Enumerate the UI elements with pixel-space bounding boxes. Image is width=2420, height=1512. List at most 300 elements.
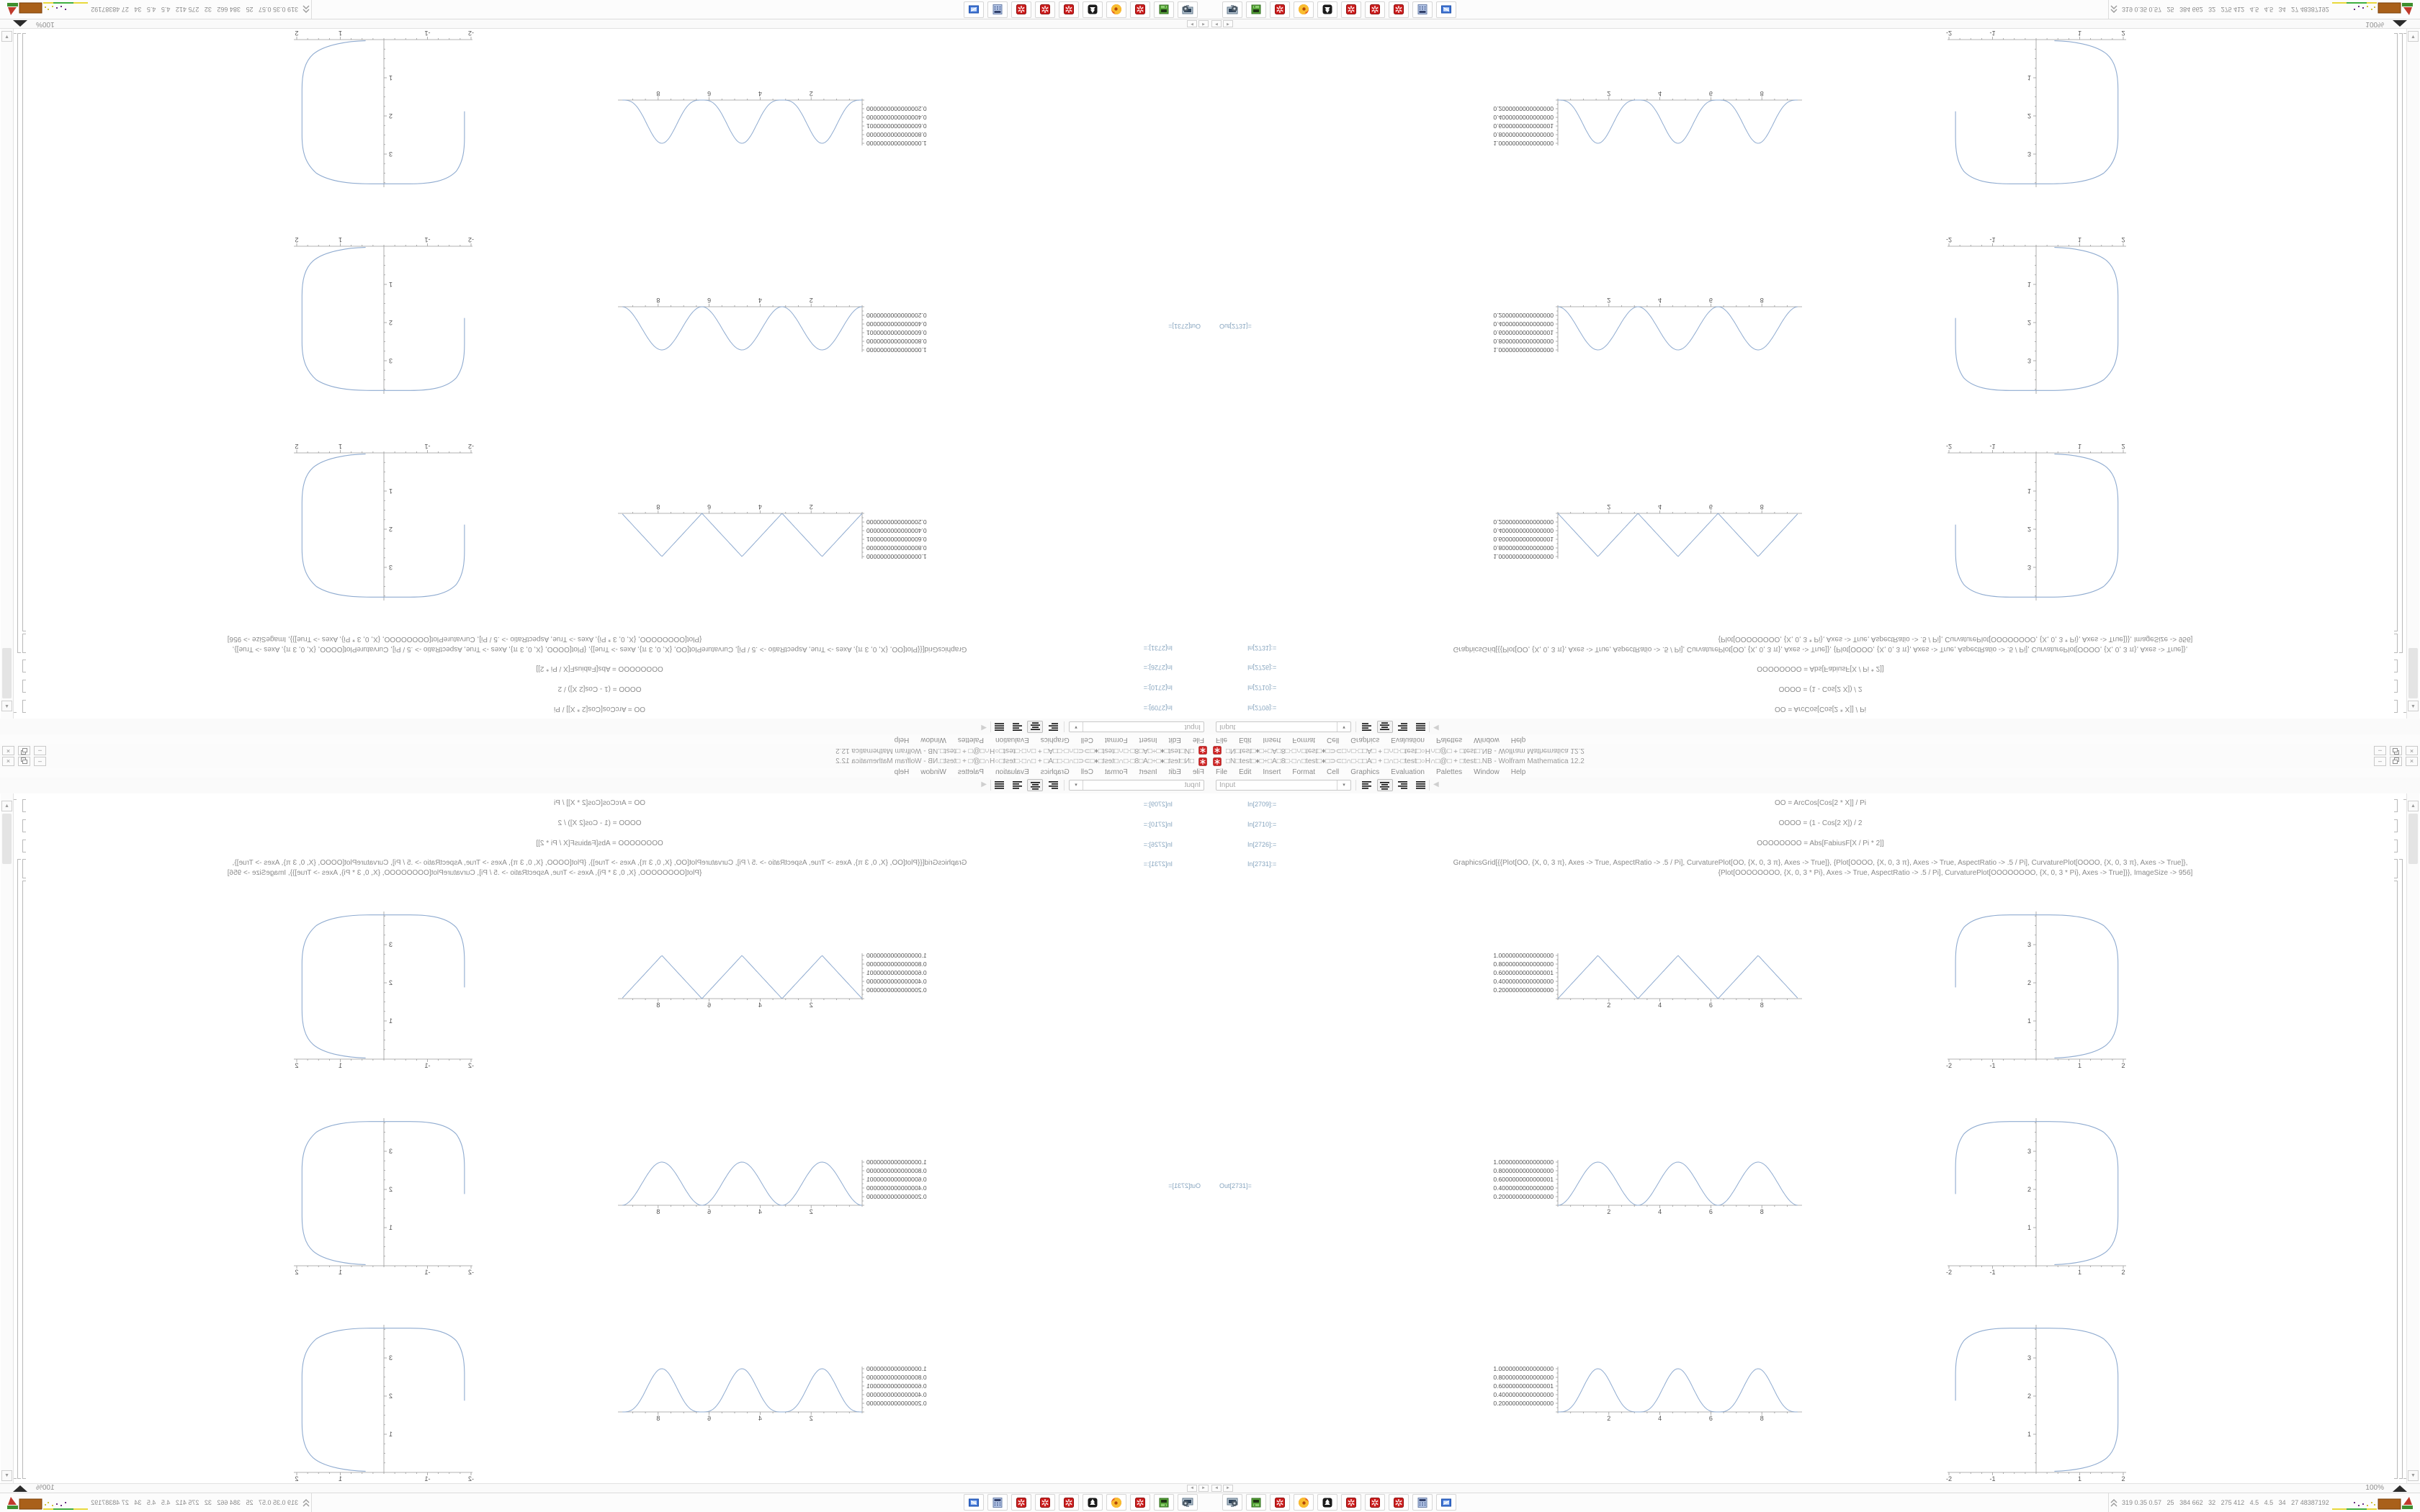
input-code[interactable]: OO = ArcCos[Cos[2 * X]] / Pi <box>1775 799 1866 807</box>
cell-style-combobox[interactable] <box>1216 721 1351 732</box>
svg-text:2: 2 <box>295 1062 299 1069</box>
menu-help[interactable]: Help <box>1510 768 1526 776</box>
svg-text:8: 8 <box>656 297 660 304</box>
menu-edit[interactable]: Edit <box>1168 736 1181 744</box>
history-back-icon[interactable]: ◀ <box>981 780 987 788</box>
chevron-down-icon[interactable]: ▾ <box>1070 722 1083 732</box>
cell-bracket[interactable] <box>2394 700 2398 713</box>
scroll-up-button[interactable]: ▲ <box>2408 701 2419 711</box>
taskbar-icon-inkscape[interactable] <box>1317 1 1337 18</box>
menu-edit[interactable]: Edit <box>1168 768 1181 776</box>
chevrons-up-icon <box>301 4 311 15</box>
svg-text:4: 4 <box>758 503 762 510</box>
svg-text:2: 2 <box>809 297 813 304</box>
taskbar-icon-package-manager[interactable] <box>1154 1 1174 18</box>
vertical-scrollbar[interactable] <box>2406 793 2419 1483</box>
input-code[interactable]: GraphicsGrid[{{Plot[OO, {X, 0, 3 π}, Axes -> True, AspectRatio -> .5 / Pi], CurvaturePlot[OO, {X, 0, 3 π}, Axes -> True]}, {Plot[OOOO, {X, 0, 3 π}, Axes -> True, AspectRatio -> .5 / Pi], CurvaturePlot[OOOO, {X, 0, 3 π}, Axes -> True]}, <box>1453 645 2188 653</box>
cell-bracket[interactable] <box>22 634 26 653</box>
window-titlebar[interactable] <box>1210 756 2420 768</box>
taskbar-icon-calculator[interactable] <box>987 1 1008 18</box>
chevron-down-icon[interactable]: ▾ <box>1337 722 1350 732</box>
cell-group-bracket[interactable] <box>2399 859 2403 1479</box>
menu-format[interactable]: Format <box>1292 768 1316 776</box>
taskbar-icon-display-settings[interactable] <box>1222 1494 1242 1511</box>
taskbar-icon-display-settings[interactable] <box>1222 1 1242 18</box>
svg-text:2: 2 <box>2027 526 2031 533</box>
hscroll-right-button[interactable]: ► <box>1223 1485 1233 1492</box>
taskbar-icon-mathematica-2[interactable] <box>1365 1494 1385 1511</box>
input-code[interactable]: GraphicsGrid[{{Plot[OO, {X, 0, 3 π}, Axes -> True, AspectRatio -> .5 / Pi], CurvaturePlot[OO, {X, 0, 3 π}, Axes -> True]}, {Plot[OOOO, {X, 0, 3 π}, Axes -> True, AspectRatio -> .5 / Pi], CurvaturePlot[OOOO, {X, 0, 3 π}, Axes -> True]}, <box>232 645 967 653</box>
window-statusbar <box>1210 1483 2420 1493</box>
align-center-button[interactable] <box>1027 721 1043 733</box>
menu-file[interactable]: File <box>1192 768 1204 776</box>
svg-text:0.2000000000000000: 0.2000000000000000 <box>1493 986 1554 994</box>
svg-text:8: 8 <box>1760 90 1764 97</box>
magnification-control[interactable]: 100% <box>2365 1484 2384 1492</box>
window-titlebar[interactable] <box>0 744 1210 756</box>
window-controls <box>2374 757 2418 766</box>
svg-text:-1: -1 <box>1989 1269 1996 1276</box>
menu-window[interactable]: Window <box>920 768 946 776</box>
window-titlebar[interactable] <box>0 756 1210 768</box>
system-monitor-sparklines <box>7 1 88 18</box>
taskbar-icon-firefox[interactable] <box>1106 1 1126 18</box>
svg-text:4: 4 <box>758 297 762 304</box>
svg-text:2: 2 <box>295 443 299 450</box>
style-combobox-value: Input <box>1219 781 1236 789</box>
menu-insert[interactable]: Insert <box>1263 736 1281 744</box>
taskbar-icon-inkscape[interactable] <box>1083 1 1103 18</box>
hscroll-right-button[interactable]: ► <box>1187 1485 1197 1492</box>
magnification-control[interactable]: 100% <box>36 20 55 28</box>
cell-bracket[interactable] <box>2394 859 2398 878</box>
curvature-plot-rounded-square-curve <box>1937 1115 2132 1279</box>
taskbar-icon-package-manager[interactable] <box>1154 1494 1174 1511</box>
align-justify-button[interactable] <box>991 779 1007 791</box>
menu-help[interactable]: Help <box>894 736 910 744</box>
scroll-up-button[interactable]: ▲ <box>1 701 12 711</box>
input-code-continuation[interactable]: {Plot[OOOOOOOO, {X, 0, 3 * Pi}, Axes -> True, AspectRatio -> .5 / Pi], CurvaturePlot[OOOOOOOO, {X, 0, 3 * Pi}, Axes -> True]}}, ImageSize -> 956] <box>1718 869 2193 877</box>
restore-button[interactable] <box>18 746 30 755</box>
hscroll-left-button[interactable]: ◄ <box>1211 1485 1222 1492</box>
svg-text:0.6000000000000001: 0.6000000000000001 <box>866 969 927 976</box>
svg-text:0.8000000000000000: 0.8000000000000000 <box>866 960 927 968</box>
menu-palettes[interactable]: Palettes <box>1436 768 1463 776</box>
menu-insert[interactable]: Insert <box>1139 736 1157 744</box>
svg-text:-2: -2 <box>467 30 475 37</box>
taskbar-icon-mathematica-3[interactable] <box>1389 1 1409 18</box>
presentation-icon <box>967 4 980 17</box>
menu-palettes[interactable]: Palettes <box>957 736 984 744</box>
align-left-icon <box>1047 780 1059 790</box>
in-label: In[2726]:= <box>1143 664 1173 671</box>
window-resize-grip[interactable] <box>2393 20 2407 27</box>
output-cell-bracket[interactable] <box>22 881 26 1479</box>
taskbar-icon-calculator[interactable] <box>1412 1 1433 18</box>
svg-text:1.0000000000000000: 1.0000000000000000 <box>1493 1158 1554 1166</box>
taskbar-icon-mathematica-2[interactable] <box>1035 1 1055 18</box>
hscroll-left-button[interactable]: ◄ <box>1198 20 1209 27</box>
svg-text:0.8000000000000000: 0.8000000000000000 <box>866 544 927 552</box>
system-monitor-panel[interactable] <box>2108 1493 2420 1512</box>
menu-cell[interactable]: Cell <box>1080 736 1093 744</box>
menu-edit[interactable]: Edit <box>1239 768 1252 776</box>
cell-bracket[interactable] <box>22 680 26 693</box>
taskbar-icon-mathematica-2[interactable] <box>1035 1494 1055 1511</box>
align-center-button[interactable] <box>1027 779 1043 791</box>
cell-bracket[interactable] <box>22 819 26 832</box>
taskbar-icon-presentation[interactable] <box>964 1 984 18</box>
curvature-plot-rounded-square-curve <box>288 1115 483 1279</box>
menu-evaluation[interactable]: Evaluation <box>1391 768 1425 776</box>
restore-button[interactable] <box>18 757 30 766</box>
taskbar-icon-display-settings[interactable] <box>1178 1494 1198 1511</box>
close-button[interactable]: × <box>2 757 14 766</box>
scrollbar-thumb[interactable] <box>2408 814 2418 864</box>
taskbar-icon-mathematica-3[interactable] <box>1011 1 1031 18</box>
plot-grid-row <box>1210 879 2420 1086</box>
scroll-down-button[interactable]: ▼ <box>1 31 12 42</box>
input-code[interactable]: OOOO = (1 - Cos[2 X]) / 2 <box>1778 819 1863 827</box>
input-code[interactable]: OOOOOOOO = Abs[FabiusF[X / Pi * 2]] <box>1757 665 1884 672</box>
taskbar-icon-display-settings[interactable] <box>1178 1 1198 18</box>
menu-help[interactable]: Help <box>1510 736 1526 744</box>
svg-text:1: 1 <box>389 1017 393 1025</box>
align-justify-button[interactable] <box>991 721 1007 733</box>
scrollbar-thumb[interactable] <box>2408 648 2418 698</box>
svg-text:2: 2 <box>1607 503 1611 510</box>
menu-file[interactable]: File <box>1192 736 1204 744</box>
vertical-scrollbar[interactable] <box>1 793 14 1483</box>
chevrons-up-icon <box>2109 4 2119 15</box>
align-center-button[interactable] <box>1377 721 1393 733</box>
hscroll-left-button[interactable]: ◄ <box>1211 20 1222 27</box>
align-right-button[interactable] <box>1395 779 1411 791</box>
system-monitor-panel[interactable] <box>0 0 312 19</box>
wave-plot-fabius-bumps <box>1455 85 1822 151</box>
taskbar-icon-presentation[interactable] <box>964 1494 984 1511</box>
taskbar-icon-floppy-64[interactable] <box>1130 1 1150 18</box>
scroll-down-button[interactable]: ▼ <box>1 1470 12 1481</box>
taskbar-icon-mathematica-1[interactable] <box>1059 1494 1079 1511</box>
menu-insert[interactable]: Insert <box>1139 768 1157 776</box>
mathematica-window <box>0 19 1210 756</box>
output-cell-bracket[interactable] <box>2394 33 2398 631</box>
menu-palettes[interactable]: Palettes <box>1436 736 1463 744</box>
input-code[interactable]: OOOO = (1 - Cos[2 X]) / 2 <box>557 819 642 827</box>
align-center-icon <box>1029 780 1041 791</box>
input-code[interactable]: OOOOOOOO = Abs[FabiusF[X / Pi * 2]] <box>536 840 663 847</box>
in-label: In[2731]:= <box>1143 644 1173 652</box>
scroll-up-button[interactable]: ▲ <box>2408 801 2419 811</box>
wave-plot-fabius-bumps <box>1455 1361 1822 1427</box>
wave-plot-fabius-bumps <box>598 85 965 151</box>
svg-text:-1: -1 <box>424 1475 431 1482</box>
history-back-icon[interactable]: ◀ <box>981 724 987 732</box>
vertical-scrollbar[interactable] <box>1 29 14 719</box>
cell-bracket[interactable] <box>2394 680 2398 693</box>
taskbar-icon-package-manager[interactable] <box>1246 1 1266 18</box>
hscroll-left-button[interactable]: ◄ <box>1198 1485 1209 1492</box>
cell-style-combobox[interactable] <box>1069 721 1204 732</box>
history-back-icon[interactable]: ◀ <box>1433 780 1439 788</box>
menu-cell[interactable]: Cell <box>1327 768 1340 776</box>
menu-insert[interactable]: Insert <box>1263 768 1281 776</box>
cell-bracket[interactable] <box>22 799 26 812</box>
in-label: In[2710]:= <box>1143 684 1173 691</box>
taskbar-icon-floppy-64[interactable] <box>1130 1494 1150 1511</box>
menu-graphics[interactable]: Graphics <box>1350 736 1380 744</box>
align-left-button[interactable] <box>1359 721 1375 733</box>
input-code[interactable]: OOOO = (1 - Cos[2 X]) / 2 <box>557 685 642 693</box>
menu-cell[interactable]: Cell <box>1080 768 1093 776</box>
svg-text:0.4000000000000000: 0.4000000000000000 <box>866 320 927 328</box>
input-code[interactable]: OO = ArcCos[Cos[2 * X]] / Pi <box>1775 705 1866 713</box>
out-label: Out[2731]= <box>1168 1182 1201 1189</box>
svg-text:1: 1 <box>338 30 343 37</box>
in-label: In[2731]:= <box>1247 644 1277 652</box>
align-left-button[interactable] <box>1045 779 1061 791</box>
in-label: In[2710]:= <box>1247 684 1277 691</box>
out-label: Out[2731]= <box>1219 323 1252 330</box>
taskbar-icon-mathematica-1[interactable] <box>1341 1 1361 18</box>
taskbar-icon-firefox[interactable] <box>1294 1494 1314 1511</box>
display-settings-icon <box>1181 1496 1194 1509</box>
scroll-down-button[interactable]: ▼ <box>2408 31 2419 42</box>
svg-text:0.6000000000000001: 0.6000000000000001 <box>866 536 927 543</box>
menu-cell[interactable]: Cell <box>1327 736 1340 744</box>
plot-grid-row <box>1210 1086 2420 1292</box>
magnification-control[interactable]: 100% <box>36 1484 55 1492</box>
hscroll-right-button[interactable]: ► <box>1223 20 1233 27</box>
taskbar-icon-mathematica-2[interactable] <box>1365 1 1385 18</box>
system-monitor-panel[interactable] <box>0 1493 312 1512</box>
svg-text:2: 2 <box>389 526 393 533</box>
input-code[interactable]: GraphicsGrid[{{Plot[OO, {X, 0, 3 π}, Axes -> True, AspectRatio -> .5 / Pi], CurvaturePlot[OO, {X, 0, 3 π}, Axes -> True]}, {Plot[OOOO, {X, 0, 3 π}, Axes -> True, AspectRatio -> .5 / Pi], CurvaturePlot[OOOO, {X, 0, 3 π}, Axes -> True]}, <box>1453 859 2188 867</box>
desktop-quadrant <box>1210 756 2420 1512</box>
magnification-control[interactable]: 100% <box>2365 20 2384 28</box>
notebook-content[interactable] <box>1210 29 2420 719</box>
svg-text:2: 2 <box>389 112 393 120</box>
window-resize-grip[interactable] <box>13 1485 27 1492</box>
svg-text:8: 8 <box>1760 297 1764 304</box>
svg-text:0.8000000000000000: 0.8000000000000000 <box>1493 131 1554 138</box>
taskbar-icon-mathematica-3[interactable] <box>1389 1494 1409 1511</box>
menu-evaluation[interactable]: Evaluation <box>1391 736 1425 744</box>
svg-text:1: 1 <box>2077 1062 2082 1069</box>
restore-button[interactable] <box>2390 746 2402 755</box>
svg-text:1: 1 <box>2077 443 2082 450</box>
menu-file[interactable]: File <box>1216 768 1228 776</box>
taskbar-icon-calculator[interactable] <box>987 1494 1008 1511</box>
svg-text:1.0000000000000000: 1.0000000000000000 <box>1493 553 1554 560</box>
align-right-button[interactable] <box>1009 779 1025 791</box>
menu-format[interactable]: Format <box>1292 736 1316 744</box>
taskbar-icon-inkscape[interactable] <box>1083 1494 1103 1511</box>
menu-format[interactable]: Format <box>1104 736 1128 744</box>
menu-window[interactable]: Window <box>1474 768 1500 776</box>
cell-style-combobox[interactable] <box>1069 780 1204 791</box>
window-titlebar[interactable] <box>1210 744 2420 756</box>
svg-text:1: 1 <box>2077 1475 2082 1482</box>
taskbar <box>0 0 1210 19</box>
taskbar-icon-firefox[interactable] <box>1106 1494 1126 1511</box>
menu-graphics[interactable]: Graphics <box>1350 768 1380 776</box>
window-resize-grip[interactable] <box>13 20 27 27</box>
menu-bar <box>1210 768 2420 778</box>
align-right-button[interactable] <box>1009 721 1025 733</box>
restore-button[interactable] <box>2390 757 2402 766</box>
taskbar-icon-inkscape[interactable] <box>1317 1494 1337 1511</box>
svg-text:-2: -2 <box>1945 236 1953 243</box>
menu-window[interactable]: Window <box>920 736 946 744</box>
cell-bracket[interactable] <box>22 660 26 672</box>
taskbar-icon-calculator[interactable] <box>1412 1494 1433 1511</box>
mathematica-spikey-icon <box>1198 746 1207 755</box>
svg-text:3: 3 <box>389 1148 393 1155</box>
svg-text:-2: -2 <box>467 236 475 243</box>
notebook-content[interactable] <box>0 29 1210 719</box>
system-monitor-sparklines <box>2332 1 2413 18</box>
menu-bar <box>0 768 1210 778</box>
close-button[interactable]: × <box>2406 757 2418 766</box>
window-resize-grip[interactable] <box>2393 1485 2407 1492</box>
svg-text:1.0000000000000000: 1.0000000000000000 <box>866 140 927 147</box>
menu-format[interactable]: Format <box>1104 768 1128 776</box>
output-cell-bracket[interactable] <box>22 33 26 631</box>
minimize-button[interactable]: – <box>2374 757 2386 766</box>
cell-bracket[interactable] <box>22 700 26 713</box>
notebook-content[interactable] <box>0 793 1210 1483</box>
chevron-down-icon[interactable]: ▾ <box>1070 780 1083 790</box>
mathematica-3-icon <box>1015 4 1028 17</box>
scrollbar-thumb[interactable] <box>2 648 12 698</box>
cell-group-bracket[interactable] <box>17 859 21 1479</box>
minimize-button[interactable]: – <box>34 757 46 766</box>
svg-text:-1: -1 <box>1989 236 1996 243</box>
taskbar-icon-firefox[interactable] <box>1294 1 1314 18</box>
menu-graphics[interactable]: Graphics <box>1040 736 1070 744</box>
cell-group-bracket[interactable] <box>2399 33 2403 653</box>
align-center-icon <box>1379 780 1391 791</box>
cell-style-combobox[interactable] <box>1216 780 1351 791</box>
scrollbar-thumb[interactable] <box>2 814 12 864</box>
notebook-content[interactable] <box>1210 793 2420 1483</box>
align-justify-button[interactable] <box>1413 721 1429 733</box>
menu-file[interactable]: File <box>1216 736 1228 744</box>
window-controls <box>2 757 46 766</box>
taskbar-icon-mathematica-3[interactable] <box>1011 1494 1031 1511</box>
input-code[interactable]: OO = ArcCos[Cos[2 * X]] / Pi <box>554 799 645 807</box>
menu-window[interactable]: Window <box>1474 736 1500 744</box>
output-cell-bracket[interactable] <box>2394 881 2398 1479</box>
menu-edit[interactable]: Edit <box>1239 736 1252 744</box>
input-code[interactable]: OOOOOOOO = Abs[FabiusF[X / Pi * 2]] <box>536 665 663 672</box>
minimize-button[interactable]: – <box>2374 746 2386 755</box>
align-right-button[interactable] <box>1395 721 1411 733</box>
plot-grid-row <box>1210 220 2420 426</box>
svg-text:2: 2 <box>1607 1002 1611 1009</box>
plot-grid-row <box>0 879 1210 1086</box>
mathematica-2-icon <box>1039 4 1052 17</box>
input-code-continuation[interactable]: {Plot[OOOOOOOO, {X, 0, 3 * Pi}, Axes -> True, AspectRatio -> .5 / Pi], CurvaturePlot[OOOOOOOO, {X, 0, 3 * Pi}, Axes -> True]}}, ImageSize -> 956] <box>1718 635 2193 643</box>
cell-bracket[interactable] <box>2394 819 2398 832</box>
taskbar-icon-presentation[interactable] <box>1436 1 1456 18</box>
input-code-continuation[interactable]: {Plot[OOOOOOOO, {X, 0, 3 * Pi}, Axes -> True, AspectRatio -> .5 / Pi], CurvaturePlot[OOOOOOOO, {X, 0, 3 * Pi}, Axes -> True]}}, ImageSize -> 956] <box>227 869 702 877</box>
close-button[interactable]: × <box>2406 746 2418 755</box>
taskbar-icon-floppy-64[interactable] <box>1270 1494 1290 1511</box>
input-code[interactable]: OOOO = (1 - Cos[2 X]) / 2 <box>1778 685 1863 693</box>
inkscape-icon <box>1321 4 1334 17</box>
svg-text:3: 3 <box>389 564 393 571</box>
history-back-icon[interactable]: ◀ <box>1433 724 1439 732</box>
mathematica-1-icon <box>1345 4 1358 17</box>
svg-text:-1: -1 <box>1989 30 1996 37</box>
chevron-down-icon[interactable]: ▾ <box>1337 780 1350 790</box>
taskbar-icon-mathematica-1[interactable] <box>1341 1494 1361 1511</box>
system-stats-text: 319 0.35 0.57 25 384 662 32 275 412 4.5 4.5 34 27 48387192 <box>91 6 298 13</box>
align-center-button[interactable] <box>1377 779 1393 791</box>
align-left-button[interactable] <box>1359 779 1375 791</box>
input-code[interactable]: GraphicsGrid[{{Plot[OO, {X, 0, 3 π}, Axes -> True, AspectRatio -> .5 / Pi], CurvaturePlot[OO, {X, 0, 3 π}, Axes -> True]}, {Plot[OOOO, {X, 0, 3 π}, Axes -> True, AspectRatio -> .5 / Pi], CurvaturePlot[OOOO, {X, 0, 3 π}, Axes -> True]}, <box>232 859 967 867</box>
hscroll-right-button[interactable]: ► <box>1187 20 1197 27</box>
cell-bracket[interactable] <box>2394 840 2398 852</box>
taskbar-icon-presentation[interactable] <box>1436 1494 1456 1511</box>
plot-grid-row <box>0 13 1210 220</box>
cell-bracket[interactable] <box>2394 799 2398 812</box>
svg-text:2: 2 <box>295 236 299 243</box>
vertical-scrollbar[interactable] <box>2406 29 2419 719</box>
svg-text:-1: -1 <box>1989 1475 1996 1482</box>
system-stats-text: 319 0.35 0.57 25 384 662 32 275 412 4.5 4.5 34 27 48387192 <box>2122 1499 2329 1506</box>
menu-palettes[interactable]: Palettes <box>957 768 984 776</box>
menu-help[interactable]: Help <box>894 768 910 776</box>
svg-text:-2: -2 <box>1945 30 1953 37</box>
mathematica-spikey-icon <box>1213 746 1222 755</box>
menu-evaluation[interactable]: Evaluation <box>995 736 1029 744</box>
svg-text:3: 3 <box>2027 1354 2031 1362</box>
in-label: In[2709]:= <box>1247 704 1277 711</box>
input-code[interactable]: OOOOOOOO = Abs[FabiusF[X / Pi * 2]] <box>1757 840 1884 847</box>
cell-bracket[interactable] <box>22 840 26 852</box>
mathematica-window <box>1210 19 2420 756</box>
scroll-down-button[interactable]: ▼ <box>2408 1470 2419 1481</box>
cell-bracket[interactable] <box>22 859 26 878</box>
system-monitor-panel[interactable] <box>2108 0 2420 19</box>
align-left-button[interactable] <box>1045 721 1061 733</box>
input-code-continuation[interactable]: {Plot[OOOOOOOO, {X, 0, 3 * Pi}, Axes -> True, AspectRatio -> .5 / Pi], CurvaturePlot[OOOOOOOO, {X, 0, 3 * Pi}, Axes -> True]}}, ImageSize -> 956] <box>227 635 702 643</box>
cell-bracket[interactable] <box>2394 660 2398 672</box>
svg-text:1: 1 <box>2077 236 2082 243</box>
input-code[interactable]: OO = ArcCos[Cos[2 * X]] / Pi <box>554 705 645 713</box>
minimize-button[interactable]: – <box>34 746 46 755</box>
cell-bracket[interactable] <box>2394 634 2398 653</box>
svg-text:0.6000000000000001: 0.6000000000000001 <box>1493 1176 1554 1183</box>
desktop-quadrant-mirrored <box>0 756 1210 1512</box>
menu-graphics[interactable]: Graphics <box>1040 768 1070 776</box>
curvature-plot-rounded-square-curve <box>1937 440 2132 604</box>
svg-text:2: 2 <box>1607 297 1611 304</box>
taskbar-icon-package-manager[interactable] <box>1246 1494 1266 1511</box>
align-justify-button[interactable] <box>1413 779 1429 791</box>
svg-text:3: 3 <box>2027 357 2031 364</box>
cell-group-bracket[interactable] <box>17 33 21 653</box>
taskbar-icon-mathematica-1[interactable] <box>1059 1 1079 18</box>
taskbar-icon-floppy-64[interactable] <box>1270 1 1290 18</box>
close-button[interactable]: × <box>2 746 14 755</box>
scroll-up-button[interactable]: ▲ <box>1 801 12 811</box>
menu-evaluation[interactable]: Evaluation <box>995 768 1029 776</box>
